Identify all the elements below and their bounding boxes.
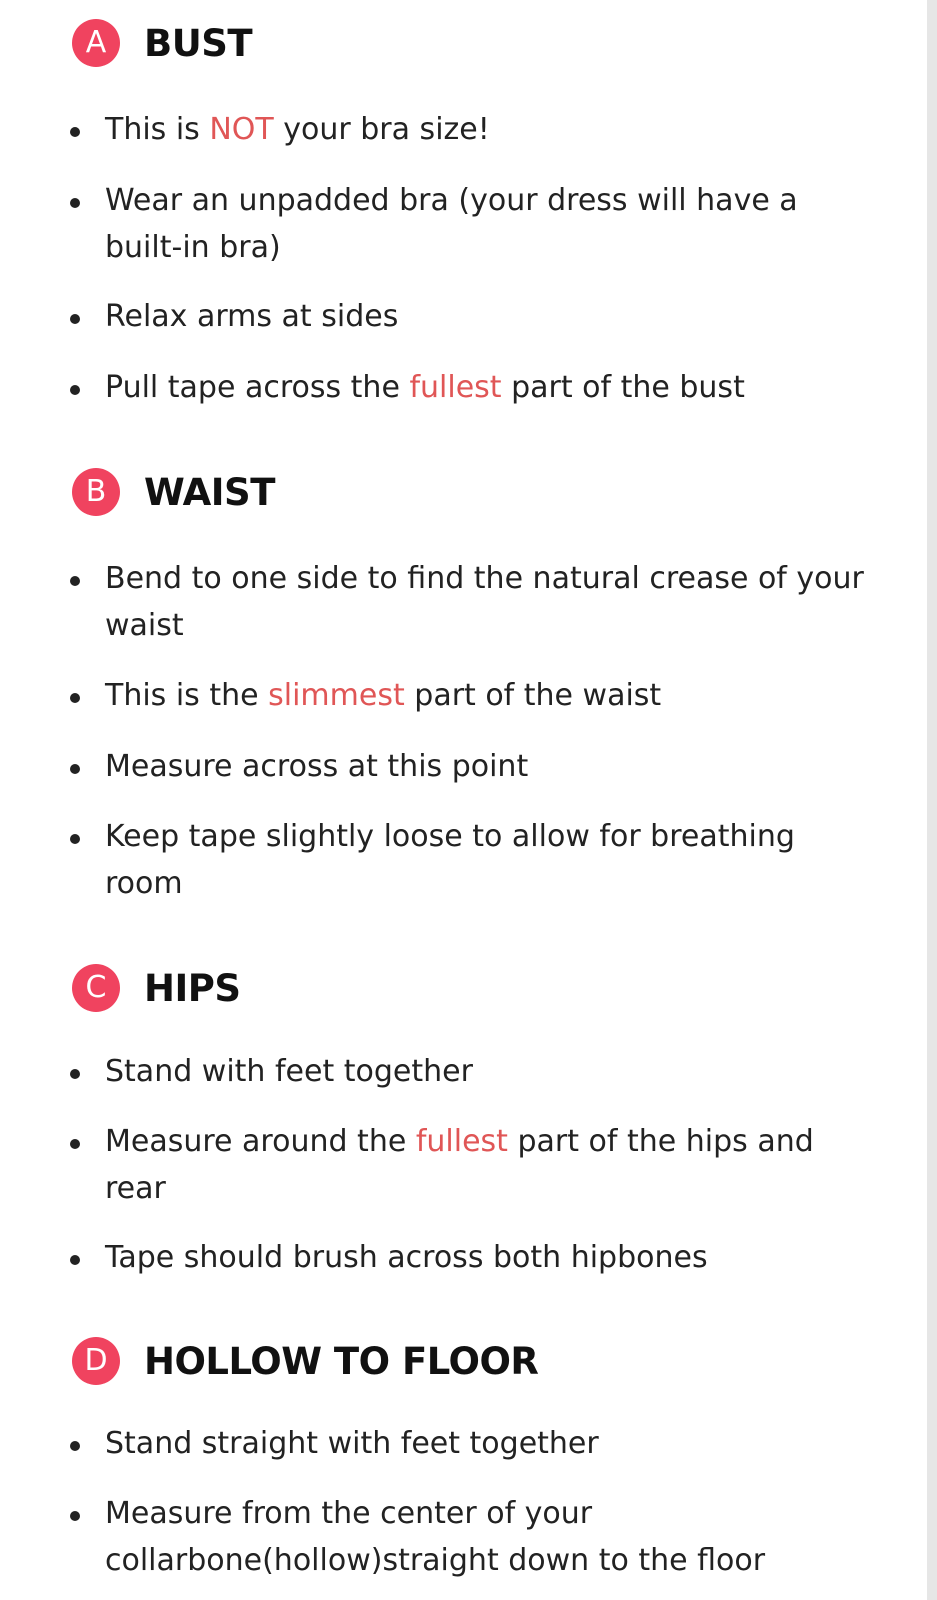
letter-badge: C	[72, 964, 120, 1012]
bullet-text: Tape should brush across both hipbones	[105, 1240, 708, 1275]
bullet-dot-icon	[70, 693, 80, 703]
section-heading	[72, 1337, 538, 1385]
bullet-dot-icon	[70, 1441, 80, 1451]
bullet-text: Keep tape slightly loose to allow for breathing room	[105, 819, 795, 901]
bullet-dot-icon	[70, 576, 80, 586]
section-title: HIPS	[144, 966, 241, 1010]
section-heading	[72, 964, 241, 1012]
highlight-text: fullest	[409, 370, 502, 405]
highlight-text: fullest	[415, 1124, 508, 1159]
bullet-text: Measure around the fullest part of the hips and rear	[105, 1124, 814, 1206]
bullet-text: Stand straight with feet together	[105, 1426, 599, 1461]
bullet-dot-icon	[70, 1069, 80, 1079]
section-title: WAIST	[144, 470, 275, 514]
bullet-dot-icon	[70, 314, 80, 324]
bullet-text: Measure from the center of your collarbone(hollow)straight down to the floor	[105, 1496, 766, 1578]
section-heading	[72, 468, 275, 516]
scrollbar[interactable]	[927, 0, 937, 1600]
bullet-text: Relax arms at sides	[105, 299, 399, 334]
bullet-text: This is the slimmest part of the waist	[105, 678, 662, 713]
bullet-text: Wear an unpadded bra (your dress will have a built-in bra)	[105, 183, 798, 265]
section-title: BUST	[144, 21, 253, 65]
bullet-text: Pull tape across the fullest part of the bust	[105, 370, 745, 405]
letter-badge: D	[72, 1337, 120, 1385]
bullet-dot-icon	[70, 385, 80, 395]
section-heading	[72, 19, 252, 67]
letter-badge: B	[72, 468, 120, 516]
bullet-text: Bend to one side to find the natural crease of your waist	[105, 561, 864, 643]
bullet-dot-icon	[70, 1139, 80, 1149]
letter-badge: A	[72, 19, 120, 67]
bullet-dot-icon	[70, 127, 80, 137]
bullet-dot-icon	[70, 834, 80, 844]
section-title: HOLLOW TO FLOOR	[144, 1339, 539, 1383]
bullet-dot-icon	[70, 764, 80, 774]
bullet-dot-icon	[70, 1511, 80, 1521]
highlight-text: slimmest	[268, 678, 405, 713]
bullet-text: Stand with feet together	[105, 1054, 473, 1089]
bullet-dot-icon	[70, 198, 80, 208]
bullet-text: This is NOT your bra size!	[105, 112, 490, 147]
highlight-text: NOT	[209, 112, 274, 147]
bullet-text: Measure across at this point	[105, 749, 529, 784]
bullet-dot-icon	[70, 1255, 80, 1265]
